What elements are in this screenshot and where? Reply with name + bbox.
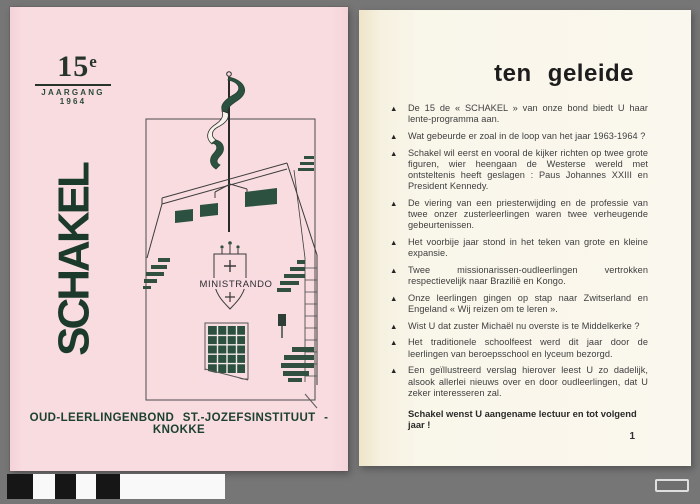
crest-motto-text: MINISTRANDO [199,279,273,290]
triangle-bullet-icon: ▲ [390,131,398,141]
lamp-icon [278,314,286,338]
list-item [390,265,648,287]
triangle-bullet-icon: ▲ [390,338,398,348]
triangle-bullet-icon: ▲ [390,293,398,303]
building-illustration [136,66,336,410]
triangle-bullet-icon: ▲ [390,265,398,275]
list-item [390,293,648,315]
cover-footer: OUD-LEERLINGENBOND ST.-JOZEFSINSTITUUT - KNOKKE [29,412,329,436]
triangle-bullet-icon: ▲ [390,104,398,113]
edition-rule [35,84,111,86]
list-item [390,321,648,332]
triangle-bullet-icon: ▲ [390,366,398,376]
bullet-text: Schakel wil eerst en vooral de kijker richten op twee grote figuren, wier heengaan de Westerse wereld met ontsteltenis heeft geslagen : Paus Johannes XXIII en President Kennedy. [408,147,648,192]
edition-number-digits: 15 [57,50,90,83]
cover-page [10,7,348,471]
bullet-list [390,103,648,431]
brickwork-left [143,258,170,289]
list-item [390,103,648,125]
calibration-square [55,474,76,499]
scale-marker [655,479,689,492]
triangle-bullet-icon: ▲ [390,238,398,248]
magazine-masthead: SCHAKEL [49,164,99,356]
bullet-text: Een geïllustreerd verslag hierover leest U zo dadelijk, alsook allerlei nieuws over en door oudleerlingen, dat U zeker interesseren zal. [408,365,648,398]
closing-line: Schakel wenst U aangename lectuur en tot volgend jaar ! [408,407,637,431]
bullet-text: Wist U dat zuster Michaël nu overste is te Middelkerke ? [408,320,640,331]
list-item [390,131,648,142]
calibration-strip [7,474,225,499]
calibration-square [96,474,120,499]
bullet-text: Het traditionele schoolfeest werd dit jaar door de leerlingen van beroepsschool en lyceum bezorgd. [408,337,648,359]
bullet-text: Het voorbije jaar stond in het teken van grote en kleine expansie. [408,237,648,259]
edition-number [47,50,107,84]
triangle-bullet-icon: ▲ [390,148,398,158]
list-item [390,148,648,193]
bullet-text: Onze leerlingen gingen op stap naar Zwitserland en Engeland « Wij reizen om te leren ». [408,292,648,315]
facade-windows [175,188,277,223]
bullet-text: De viering van een priesterwijding en de professie van twee onzer zusterleerlingen waren twee verheugende gebeurtenissen. [408,197,648,231]
triangle-bullet-icon: ▲ [390,198,398,208]
list-item [390,237,648,259]
window-grid [204,323,249,383]
list-item [390,337,648,359]
list-item [390,365,648,399]
calibration-bar [120,474,225,499]
calibration-square [33,474,55,499]
bullet-text: Wat gebeurde er zoal in de loop van het jaar 1963-1964 ? [408,130,646,141]
edition-year: JAARGANG 1964 [41,88,105,106]
page-title: ten geleide [494,60,634,87]
school-crest [194,241,276,309]
calibration-square [76,474,96,499]
bullet-text: De 15 de « SCHAKEL » van onze bond biedt U haar lente-programma aan. [408,103,648,125]
bullet-text: Twee missionarissen-oudleerlingen vertrokken respectievelijk naar Brazilië en Kongo. [408,264,648,287]
intro-page [359,10,691,466]
edition-number-suffix: e [89,52,97,71]
triangle-bullet-icon: ▲ [390,321,398,331]
calibration-square [7,474,33,499]
brickwork-right-upper [277,260,305,292]
page-number: 1 [629,431,635,442]
list-item [390,198,648,232]
